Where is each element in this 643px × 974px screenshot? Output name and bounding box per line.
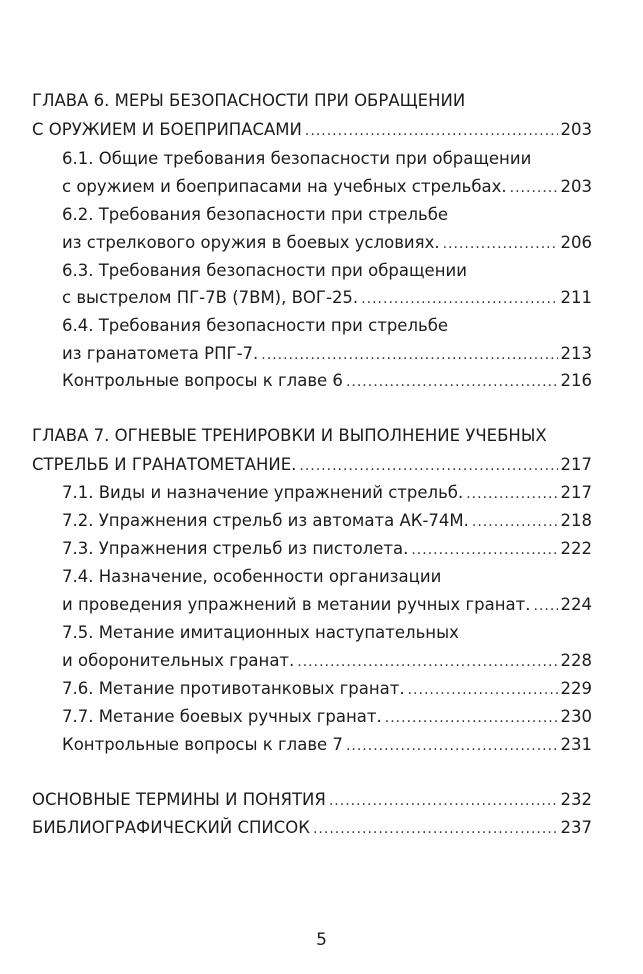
page-ref: 211 [560, 288, 592, 307]
leader-dots [472, 508, 558, 536]
toc-entry-6-2-line2: из стрелкового оружия в боевых условиях. ..... 206 [62, 229, 592, 257]
page-ref: 231 [560, 735, 592, 754]
toc-chapter-6-title-line1: ГЛАВА 6. МЕРЫ БЕЗОПАСНОСТИ ПРИ ОБРАЩЕНИИ [32, 91, 466, 110]
page-ref: 224 [560, 595, 592, 614]
leader-dots [297, 648, 557, 676]
page-ref: 232 [560, 790, 592, 809]
toc-chapter-6-title-line2: С ОРУЖИЕМ И БОЕПРИПАСАМИ ..... 203 [32, 116, 592, 144]
page-ref: 203 [560, 177, 592, 196]
leader-dots [313, 815, 558, 843]
toc-entry-7-4-line2: и проведения упражнений в метании ручных гранат. ..... 224 [62, 591, 592, 619]
leader-dots [361, 285, 557, 313]
leader-dots [305, 117, 558, 145]
leader-dots [411, 536, 557, 564]
toc-entry-6-4-line2: из гранатомета РПГ-7. ..... 213 [62, 340, 592, 368]
page-ref: 203 [560, 120, 592, 139]
toc-chapter-7-title-line1: ГЛАВА 7. ОГНЕВЫЕ ТРЕНИРОВКИ И ВЫПОЛНЕНИЕ УЧЕБНЫХ [32, 426, 547, 445]
toc-entry-7-questions: Контрольные вопросы к главе 7 ..... 231 [62, 731, 592, 759]
page-ref: 222 [560, 539, 592, 558]
page-ref: 237 [560, 818, 592, 837]
page-ref: 216 [560, 371, 592, 390]
toc-entry-7-6: 7.6. Метание противотанковых гранат. ..... 229 [62, 675, 592, 703]
page-ref: 218 [560, 511, 592, 530]
toc-bibliography: БИБЛИОГРАФИЧЕСКИЙ СПИСОК ..... 237 [32, 814, 592, 842]
page-ref: 230 [560, 707, 592, 726]
toc-entry-7-5-line2: и оборонительных гранат. ..... 228 [62, 647, 592, 675]
leader-dots [466, 480, 557, 508]
leader-dots [408, 676, 558, 704]
leader-dots [346, 368, 558, 396]
toc-chapter-7-title-line2: СТРЕЛЬБ И ГРАНАТОМЕТАНИЕ. ..... 217 [32, 451, 592, 479]
page-ref: 229 [560, 679, 592, 698]
leader-dots [346, 732, 558, 760]
page-number: 5 [316, 930, 327, 950]
toc-entry-6-questions: Контрольные вопросы к главе 6 ..... 216 [62, 367, 592, 395]
toc-entry-6-3-line2: с выстрелом ПГ-7В (7ВМ), ВОГ-25. ..... 211 [62, 284, 592, 312]
toc-entry-7-4-line1: 7.4. Назначение, особенности организации [62, 567, 442, 586]
toc-entry-6-1-line1: 6.1. Общие требования безопасности при обращении [62, 149, 532, 168]
leader-dots [385, 704, 558, 732]
page-ref: 228 [560, 651, 592, 670]
page-ref: 217 [560, 483, 592, 502]
page-ref: 213 [560, 344, 592, 363]
toc-entry-6-1-line2: с оружием и боеприпасами на учебных стрельбах. ..... 203 [62, 173, 592, 201]
toc-entry-6-3-line1: 6.3. Требования безопасности при обращении [62, 261, 467, 280]
leader-dots [261, 341, 557, 369]
leader-dots [329, 787, 558, 815]
toc-terms: ОСНОВНЫЕ ТЕРМИНЫ И ПОНЯТИЯ ..... 232 [32, 786, 592, 814]
leader-dots [510, 174, 558, 202]
leader-dots [299, 452, 557, 480]
page-ref: 206 [560, 233, 592, 252]
toc-entry-7-1: 7.1. Виды и назначение упражнений стрельб. ..... 217 [62, 479, 592, 507]
toc-entry-7-5-line1: 7.5. Метание имитационных наступательных [62, 623, 459, 642]
toc-entry-6-4-line1: 6.4. Требования безопасности при стрельбе [62, 316, 449, 335]
leader-dots [443, 230, 558, 258]
page-ref: 217 [560, 455, 592, 474]
leader-dots [533, 592, 557, 620]
toc-entry-7-7: 7.7. Метание боевых ручных гранат. ..... 230 [62, 703, 592, 731]
toc-entry-7-2: 7.2. Упражнения стрельб из автомата АК-74М. ..... 218 [62, 507, 592, 535]
toc-entry-6-2-line1: 6.2. Требования безопасности при стрельбе [62, 205, 449, 224]
toc-entry-7-3: 7.3. Упражнения стрельб из пистолета. ..... 222 [62, 535, 592, 563]
